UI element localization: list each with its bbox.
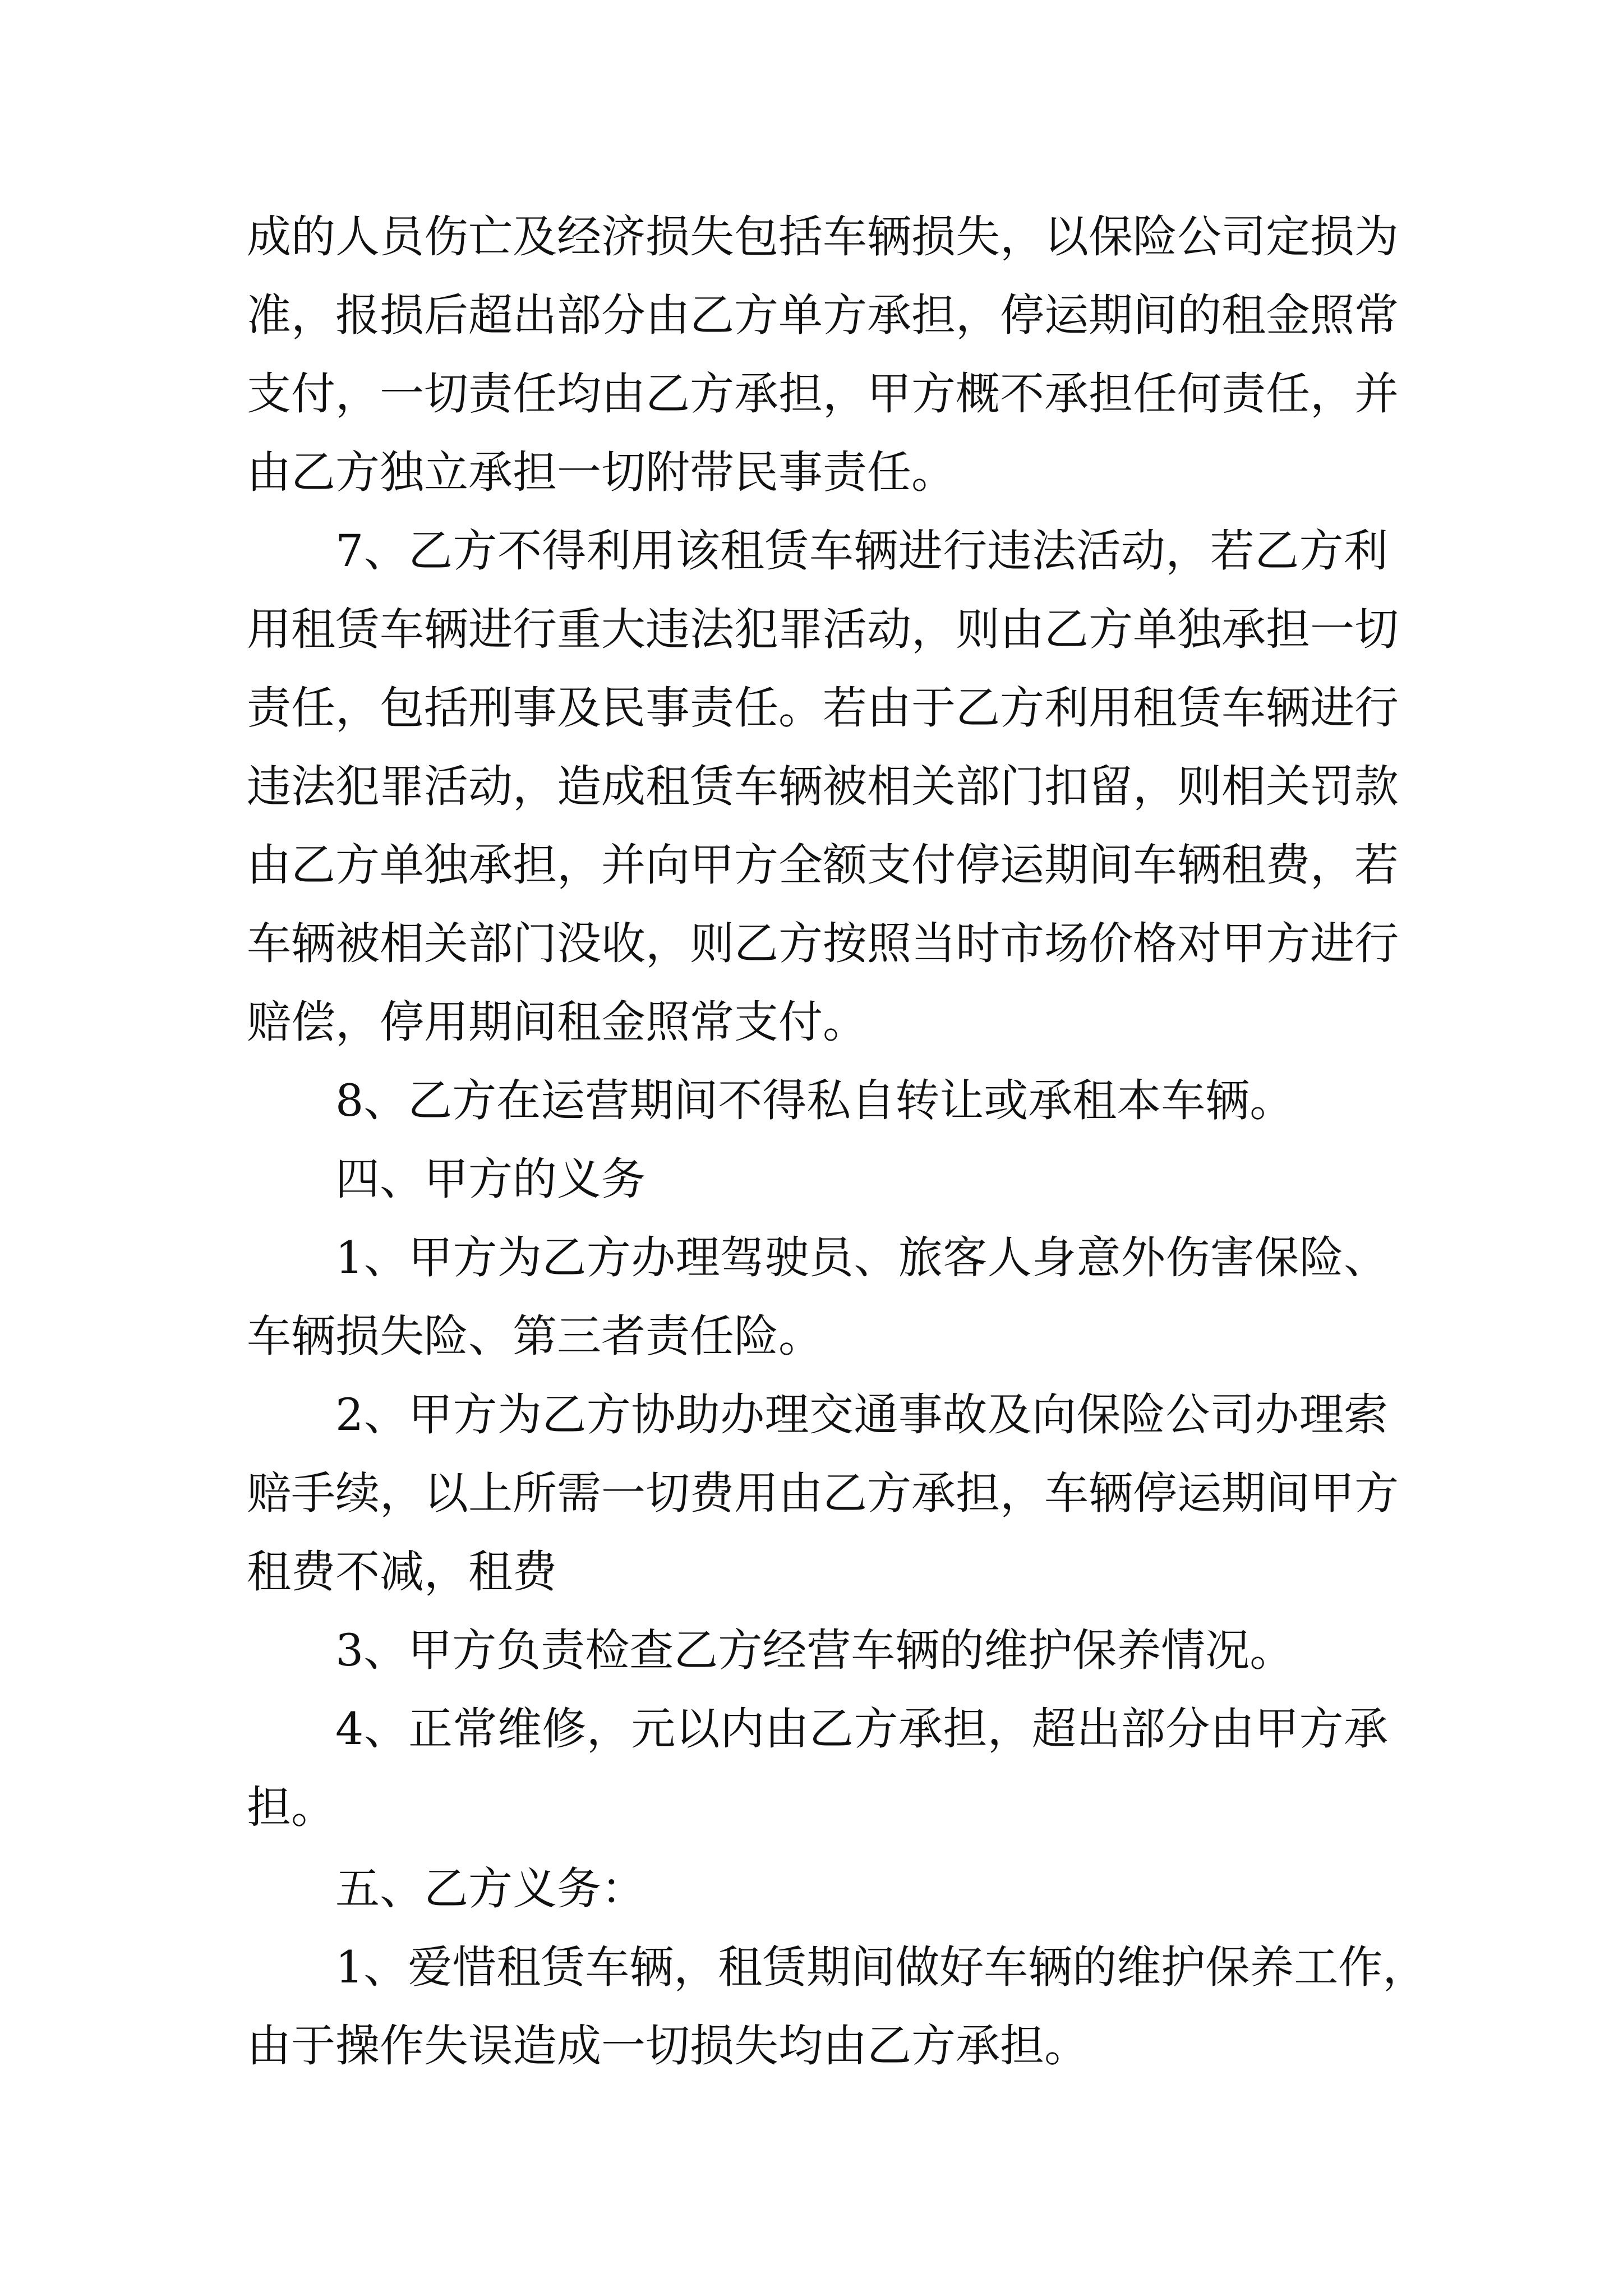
list-item-1: 1、甲方为乙方办理驾驶员、旅客人身意外伤害保险、 (335, 1232, 1388, 1283)
text-line: 由乙方单独承担，并向甲方全额支付停运期间车辆租费，若 (247, 839, 1399, 891)
text-line: 车辆损失险、第三者责任险。 (247, 1310, 823, 1362)
list-item-8: 8、乙方在运营期间不得私自转让或承租本车辆。 (335, 1075, 1294, 1126)
text-line: 担。 (247, 1782, 335, 1833)
list-item-4: 4、正常维修，元以内由乙方承担，超出部分由甲方承 (335, 1703, 1388, 1755)
list-item-7: 7、乙方不得利用该租赁车辆进行违法活动，若乙方利 (335, 525, 1388, 577)
text-line: 违法犯罪活动，造成租赁车辆被相关部门扣留，则相关罚款 (247, 761, 1399, 812)
list-item-2: 2、甲方为乙方协助办理交通事故及向保险公司办理索 (335, 1389, 1388, 1441)
section-heading-5: 五、乙方义务： (335, 1863, 645, 1915)
text-line: 支付，一切责任均由乙方承担，甲方概不承担任何责任，并 (247, 368, 1399, 420)
text-line: 赔手续，以上所需一切费用由乙方承担，车辆停运期间甲方 (247, 1467, 1399, 1519)
text-line: 成的人员伤亡及经济损失包括车辆损失，以保险公司定损为 (247, 211, 1399, 263)
text-line: 由于操作失误造成一切损失均由乙方承担。 (247, 2020, 1089, 2072)
text-line: 车辆被相关部门没收，则乙方按照当时市场价格对甲方进行 (247, 918, 1399, 969)
text-line: 租费不减，租费 (247, 1546, 557, 1598)
text-line: 赔偿，停用期间租金照常支付。 (247, 996, 867, 1048)
list-item-1: 1、爱惜租赁车辆，租赁期间做好车辆的维护保养工作， (335, 1941, 1427, 1993)
text-line: 责任，包括刑事及民事责任。若由于乙方利用租赁车辆进行 (247, 682, 1399, 734)
text-line: 准，报损后超出部分由乙方单方承担，停运期间的租金照常 (247, 289, 1399, 341)
section-heading-4: 四、甲方的义务 (335, 1153, 645, 1205)
text-line: 由乙方独立承担一切附带民事责任。 (247, 447, 956, 498)
text-line: 用租赁车辆进行重大违法犯罪活动，则由乙方单独承担一切 (247, 604, 1399, 655)
list-item-3: 3、甲方负责检查乙方经营车辆的维护保养情况。 (335, 1625, 1294, 1676)
